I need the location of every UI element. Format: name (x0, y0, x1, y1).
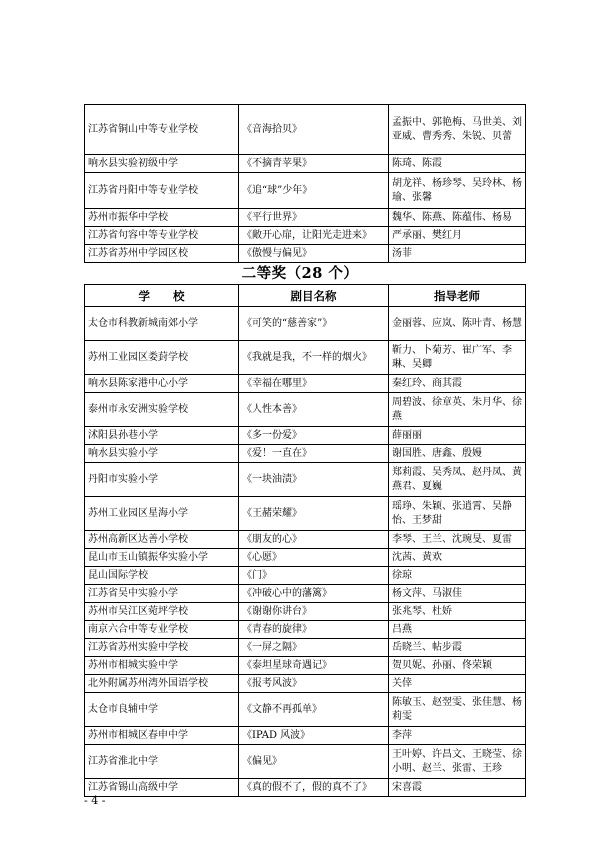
school-cell: 响水县实验小学 (85, 445, 239, 463)
teachers-cell: 胡龙祥、杨珍琴、吴玲林、杨瑜、张馨 (389, 173, 526, 209)
table-row (85, 657, 526, 675)
play-cell: 《一块油渍》 (239, 463, 389, 497)
teachers-cell: 严承丽、樊红月 (389, 227, 526, 245)
school-cell: 泰州市永安洲实验学校 (85, 393, 239, 427)
school-cell: 太仓市科教新城南郊小学 (85, 307, 239, 341)
header-play: 剧目名称 (239, 285, 389, 307)
school-cell: 沭阳县孙巷小学 (85, 427, 239, 445)
teachers-cell: 杨文萍、马淑佳 (389, 585, 526, 603)
table-row (85, 745, 526, 779)
table-row (85, 375, 526, 393)
play-cell: 《偏见》 (239, 745, 389, 779)
school-cell: 江苏省吴中实验小学 (85, 585, 239, 603)
school-cell: 江苏省铜山中等专业学校 (85, 105, 239, 155)
play-cell: 《我就是我，不一样的烟火》 (239, 341, 389, 375)
play-cell: 《报考风波》 (239, 675, 389, 693)
play-cell: 《可笑的“慈善家”》 (239, 307, 389, 341)
play-cell: 《青春的旋律》 (239, 621, 389, 639)
play-cell: 《敞开心扉，让阳光走进来》 (239, 227, 389, 245)
play-cell: 《门》 (239, 567, 389, 585)
teachers-cell: 岳晓兰、帖步霞 (389, 639, 526, 657)
table-row (85, 727, 526, 745)
school-cell: 江苏省丹阳中等专业学校 (85, 173, 239, 209)
school-cell: 苏州工业园区星海小学 (85, 497, 239, 531)
table-row (85, 497, 526, 531)
school-cell: 响水县实验初级中学 (85, 155, 239, 173)
school-cell: 江苏省淮北中学 (85, 745, 239, 779)
school-cell: 昆山市玉山镇振华实验小学 (85, 549, 239, 567)
school-cell: 江苏省苏州中学园区校 (85, 245, 239, 263)
table-row (85, 105, 526, 155)
teachers-cell: 孟振中、郭艳梅、马世美、刘亚威、曹秀秀、朱锐、贝蕾 (389, 105, 526, 155)
school-cell: 江苏省句容中等专业学校 (85, 227, 239, 245)
play-cell: 《文静不再孤单》 (239, 693, 389, 727)
play-cell: 《王赭荣耀》 (239, 497, 389, 531)
second-prize-table (84, 284, 526, 797)
table-row (85, 245, 526, 263)
play-cell: 《泰坦星球奇遇记》 (239, 657, 389, 675)
teachers-cell: 汤菲 (389, 245, 526, 263)
play-cell: 《IPAD 风波》 (239, 727, 389, 745)
table-row (85, 779, 526, 797)
table-row (85, 621, 526, 639)
play-cell: 《冲破心中的藩篱》 (239, 585, 389, 603)
table-row (85, 639, 526, 657)
header-row (85, 285, 526, 307)
teachers-cell: 贺贝妮、孙丽、佟荣颖 (389, 657, 526, 675)
school-cell: 苏州高新区达善小学校 (85, 531, 239, 549)
first-prize-table (84, 104, 526, 263)
table-row (85, 675, 526, 693)
play-cell: 《不摘青苹果》 (239, 155, 389, 173)
table-row (85, 307, 526, 341)
header-school: 学 校 (85, 285, 239, 307)
teachers-cell: 李琴、王兰、沈琬旻、夏雷 (389, 531, 526, 549)
school-cell: 苏州工业园区娄葑学校 (85, 341, 239, 375)
table-row (85, 155, 526, 173)
table-row (85, 341, 526, 375)
play-cell: 《人性本善》 (239, 393, 389, 427)
teachers-cell: 周碧波、徐章英、朱月华、徐燕 (389, 393, 526, 427)
school-cell: 苏州市相城实验中学 (85, 657, 239, 675)
play-cell: 《谢谢你讲台》 (239, 603, 389, 621)
school-cell: 苏州市相城区春申中学 (85, 727, 239, 745)
teachers-cell: 李萍 (389, 727, 526, 745)
play-cell: 《爱！一直在》 (239, 445, 389, 463)
play-cell: 《朋友的心》 (239, 531, 389, 549)
teachers-cell: 关倖 (389, 675, 526, 693)
table-row (85, 567, 526, 585)
page-number: - 4 - (84, 794, 106, 807)
school-cell: 江苏省苏州实验中学校 (85, 639, 239, 657)
school-cell: 北外附属苏州湾外国语学校 (85, 675, 239, 693)
table-row (85, 393, 526, 427)
play-cell: 《追“球”少年》 (239, 173, 389, 209)
table-row (85, 227, 526, 245)
play-cell: 《多一份爱》 (239, 427, 389, 445)
teachers-cell: 薛丽丽 (389, 427, 526, 445)
table-row (85, 445, 526, 463)
school-cell: 丹阳市实验小学 (85, 463, 239, 497)
school-cell: 南京六合中等专业学校 (85, 621, 239, 639)
teachers-cell: 靳力、卜菊芳、崔广军、李琳、吴卿 (389, 341, 526, 375)
table-row (85, 531, 526, 549)
play-cell: 《幸福在哪里》 (239, 375, 389, 393)
play-cell: 《傲慢与偏见》 (239, 245, 389, 263)
teachers-cell: 张兆琴、杜娇 (389, 603, 526, 621)
school-cell: 江苏省锡山高级中学 (85, 779, 239, 797)
first-prize-body (85, 105, 526, 263)
table-row (85, 463, 526, 497)
header-teachers: 指导老师 (389, 285, 526, 307)
play-cell: 《真的假不了，假的真不了》 (239, 779, 389, 797)
table-row (85, 585, 526, 603)
teachers-cell: 沈茜、黄欢 (389, 549, 526, 567)
teachers-cell: 金丽蓉、应岚、陈叶青、杨慧 (389, 307, 526, 341)
teachers-cell: 吕燕 (389, 621, 526, 639)
teachers-cell: 徐琼 (389, 567, 526, 585)
teachers-cell: 宋喜霞 (389, 779, 526, 797)
table-row (85, 603, 526, 621)
school-cell: 响水县陈家港中心小学 (85, 375, 239, 393)
school-cell: 苏州市振华中学校 (85, 209, 239, 227)
table-row (85, 173, 526, 209)
play-cell: 《音海拾贝》 (239, 105, 389, 155)
table-row (85, 209, 526, 227)
teachers-cell: 陈敏玉、赵翌雯、张佳慧、杨莉雯 (389, 693, 526, 727)
play-cell: 《一屏之隔》 (239, 639, 389, 657)
teachers-cell: 秦红玲、商其霞 (389, 375, 526, 393)
teachers-cell: 瑶琤、朱颖、张逍霄、吴静怡、王梦甜 (389, 497, 526, 531)
teachers-cell: 魏华、陈燕、陈蕴伟、杨易 (389, 209, 526, 227)
play-cell: 《平行世界》 (239, 209, 389, 227)
teachers-cell: 郑莉霞、吴秀凤、赵丹凤、黄燕君、夏巍 (389, 463, 526, 497)
teachers-cell: 王叶婷、许昌文、王晓莹、徐小明、赵兰、张雷、王珍 (389, 745, 526, 779)
teachers-cell: 陈琦、陈霞 (389, 155, 526, 173)
school-cell: 太仓市良辅中学 (85, 693, 239, 727)
table-row (85, 693, 526, 727)
play-cell: 《心愿》 (239, 549, 389, 567)
table-row (85, 427, 526, 445)
school-cell: 苏州市吴江区菀坪学校 (85, 603, 239, 621)
second-prize-heading: 二等奖（28 个） (241, 265, 359, 282)
teachers-cell: 谢国胜、唐鑫、殷嫚 (389, 445, 526, 463)
table-row (85, 549, 526, 567)
school-cell: 昆山国际学校 (85, 567, 239, 585)
second-prize-body (85, 307, 526, 797)
